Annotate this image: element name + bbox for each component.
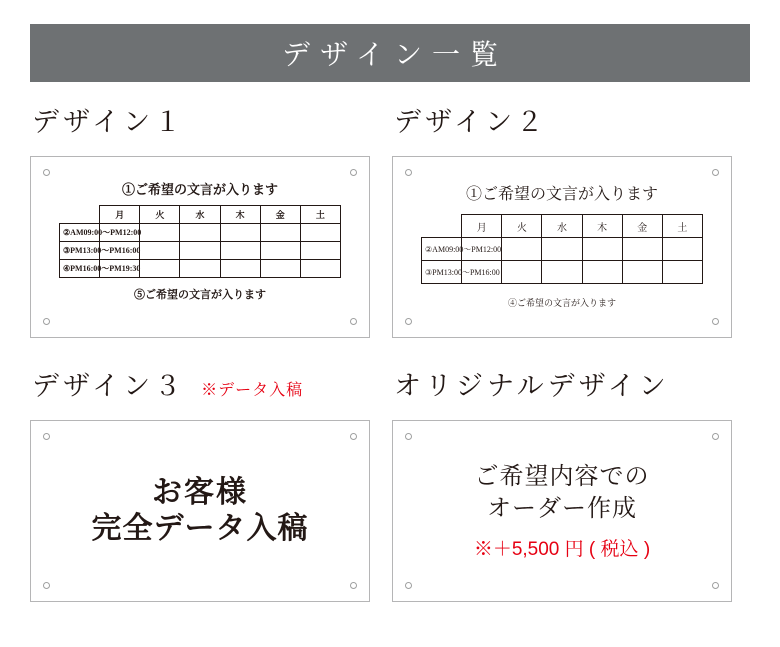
slot-cell	[140, 224, 180, 242]
design-4-content	[421, 435, 703, 587]
slot-cell	[542, 238, 582, 261]
design-4-line-2: オーダー作成	[487, 494, 637, 522]
design-2-content	[421, 171, 703, 323]
design-3-note: ※データ入稿	[201, 382, 304, 399]
weekday-cell: 土	[300, 206, 340, 224]
design-grid-row	[30, 364, 754, 602]
design-1-footer-text: ⑤ご希望の文言が入ります	[134, 289, 266, 301]
mount-hole-icon	[712, 433, 719, 440]
slot-cell	[260, 260, 300, 278]
design-4-price-note: ※＋5,500 円 ( 税込 )	[473, 538, 651, 560]
table-row	[60, 224, 341, 242]
mount-hole-icon	[350, 433, 357, 440]
design-1-content	[59, 171, 341, 323]
slot-cell	[582, 238, 622, 261]
weekday-cell: 月	[100, 206, 140, 224]
time-slot-label: ②AM09:00〜PM12:00	[60, 224, 100, 242]
table-row	[60, 260, 341, 278]
design-2-heading-row	[392, 100, 754, 156]
table-header-row	[60, 206, 341, 224]
design-2-heading: デザイン２	[394, 107, 548, 137]
time-slot-label: ③PM13:00〜PM16:00	[60, 242, 100, 260]
weekday-cell: 月	[462, 215, 502, 238]
table-header-row	[422, 215, 703, 238]
slot-cell	[260, 224, 300, 242]
slot-cell	[140, 260, 180, 278]
design-1-plate	[30, 156, 370, 338]
mount-hole-icon	[43, 433, 50, 440]
design-2-footer-text: ④ご希望の文言が入ります	[507, 298, 616, 308]
table-corner-cell	[60, 206, 100, 224]
design-1-heading: デザイン１	[32, 107, 186, 137]
design-cell-2	[392, 100, 754, 338]
time-slot-label: ③PM13:00〜PM16:00	[422, 261, 462, 284]
design-grid-row	[30, 100, 754, 338]
slot-cell	[502, 238, 542, 261]
slot-cell	[220, 242, 260, 260]
weekday-cell: 火	[502, 215, 542, 238]
slot-cell	[180, 224, 220, 242]
design-4-text-block	[421, 435, 703, 587]
page-title: デザイン一覧	[281, 39, 509, 70]
design-1-heading-row	[30, 100, 392, 156]
time-slot-label: ④PM16:00〜PM19:30	[60, 260, 100, 278]
weekday-cell: 金	[622, 215, 662, 238]
mount-hole-icon	[43, 582, 50, 589]
weekday-cell: 水	[542, 215, 582, 238]
slot-cell	[220, 224, 260, 242]
slot-cell	[622, 261, 662, 284]
design-3-line-1: お客様	[152, 475, 248, 509]
weekday-cell: 木	[582, 215, 622, 238]
time-slot-label: ②AM09:00〜PM12:00	[422, 238, 462, 261]
mount-hole-icon	[405, 169, 412, 176]
mount-hole-icon	[43, 318, 50, 325]
mount-hole-icon	[405, 318, 412, 325]
design-3-heading-row	[30, 364, 392, 420]
design-3-heading: デザイン３	[32, 371, 186, 401]
weekday-cell: 水	[180, 206, 220, 224]
design-cell-1	[30, 100, 392, 338]
design-grid	[30, 100, 754, 602]
slot-cell	[542, 261, 582, 284]
weekday-cell: 金	[260, 206, 300, 224]
page-header-banner	[30, 24, 750, 82]
table-row	[422, 238, 703, 261]
slot-cell	[300, 260, 340, 278]
slot-cell	[502, 261, 542, 284]
mount-hole-icon	[43, 169, 50, 176]
slot-cell	[180, 260, 220, 278]
table-row	[60, 242, 341, 260]
design-3-line-2: 完全データ入稿	[91, 512, 309, 545]
mount-hole-icon	[350, 318, 357, 325]
design-4-plate	[392, 420, 732, 602]
slot-cell	[582, 261, 622, 284]
design-4-heading-row	[392, 364, 754, 420]
design-cell-4	[392, 364, 754, 602]
mount-hole-icon	[405, 582, 412, 589]
slot-cell	[662, 261, 702, 284]
design-1-title-text: ①ご希望の文言が入ります	[121, 182, 278, 197]
mount-hole-icon	[712, 318, 719, 325]
design-cell-3	[30, 364, 392, 602]
slot-cell	[260, 242, 300, 260]
design-2-schedule-table	[421, 214, 703, 284]
design-4-line-1: ご希望内容での	[474, 463, 650, 491]
mount-hole-icon	[350, 582, 357, 589]
slot-cell	[300, 224, 340, 242]
weekday-cell: 火	[140, 206, 180, 224]
mount-hole-icon	[405, 433, 412, 440]
weekday-cell: 木	[220, 206, 260, 224]
design-1-schedule-table	[59, 205, 341, 278]
design-2-plate	[392, 156, 732, 338]
design-2-title-text: ①ご希望の文言が入ります	[465, 186, 658, 203]
design-3-content	[59, 435, 341, 587]
slot-cell	[140, 242, 180, 260]
slot-cell	[180, 242, 220, 260]
slot-cell	[300, 242, 340, 260]
design-3-plate	[30, 420, 370, 602]
slot-cell	[622, 238, 662, 261]
slot-cell	[220, 260, 260, 278]
slot-cell	[662, 238, 702, 261]
mount-hole-icon	[712, 582, 719, 589]
table-corner-cell	[422, 215, 462, 238]
table-row	[422, 261, 703, 284]
mount-hole-icon	[350, 169, 357, 176]
design-4-heading: オリジナルデザイン	[394, 371, 670, 401]
weekday-cell: 土	[662, 215, 702, 238]
design-3-text-block	[59, 435, 341, 587]
mount-hole-icon	[712, 169, 719, 176]
